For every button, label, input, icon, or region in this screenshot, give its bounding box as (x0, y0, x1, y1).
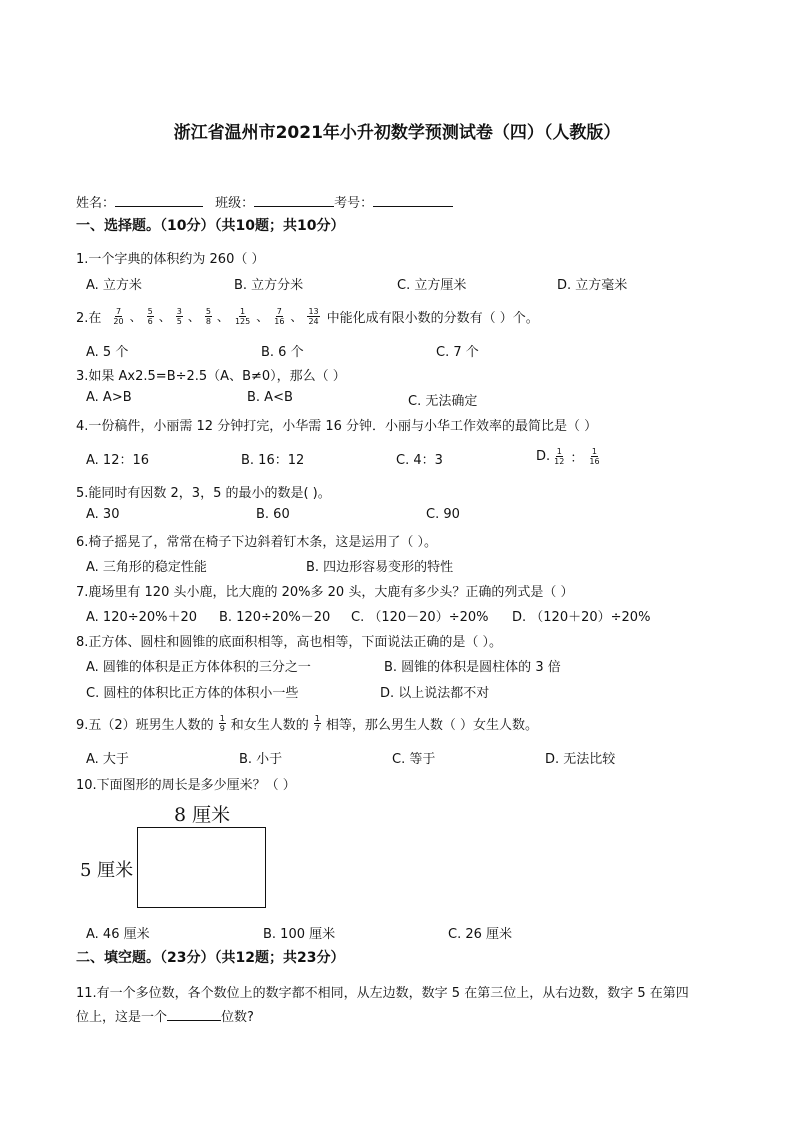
q2-prefix: 2.在 (76, 310, 102, 326)
class-label: 班级： (215, 196, 255, 211)
q9-text-2: 和女生人数的 (230, 717, 309, 733)
question-3: 3.如果 Ax2.5=B÷2.5（A、B≠0），那么（ ） (76, 369, 346, 384)
class-blank[interactable] (254, 193, 334, 207)
q7-option-b[interactable]: B. 120÷20%－20 (219, 610, 331, 625)
question-11-line-2 (76, 1006, 254, 1025)
q1-option-c[interactable]: C. 立方厘米 (397, 278, 467, 293)
q4-option-c[interactable]: C. 4：3 (396, 453, 443, 468)
q7-option-a[interactable]: A. 120÷20%＋20 (86, 610, 198, 625)
q2-fraction-1: $\frac{7}{20}$ (113, 306, 124, 326)
section2-heading: 二、填空题。（23分）（共12题；共23分） (76, 950, 345, 966)
q2-suffix: 中能化成有限小数的分数有（ ）个。 (326, 310, 539, 326)
q6-option-b[interactable]: B. 四边形容易变形的特性 (306, 560, 454, 575)
section1-heading: 一、选择题。（10分）（共10题；共10分） (76, 218, 345, 234)
q2-fraction-4: $\frac{5}{8}$ (205, 306, 211, 326)
q9-option-d[interactable]: D. 无法比较 (545, 752, 616, 767)
question-4: 4.一份稿件，小丽需 12 分钟打完，小华需 16 分钟．小丽与小华工作效率的最简比是（ ） (76, 419, 598, 434)
name-blank[interactable] (115, 193, 203, 207)
q2-fraction-6: $\frac{7}{16}$ (274, 306, 285, 326)
q1-option-b[interactable]: B. 立方分米 (234, 278, 304, 293)
q9-fraction-1: $\frac{1}{9}$ (219, 713, 225, 733)
q2-option-a[interactable]: A. 5 个 (86, 345, 129, 360)
q8-option-b[interactable]: B. 圆锥的体积是圆柱体的 3 倍 (384, 660, 561, 675)
q7-option-d[interactable]: D. （120＋20）÷20% (512, 610, 651, 625)
q2-option-c[interactable]: C. 7 个 (436, 345, 479, 360)
q2-fraction-3: $\frac{3}{5}$ (176, 306, 182, 326)
question-10: 10.下面图形的周长是多少厘米？（ ） (76, 778, 296, 793)
question-8: 8.正方体、圆柱和圆锥的底面积相等，高也相等，下面说法正确的是（ ）。 (76, 635, 503, 650)
q10-option-c[interactable]: C. 26 厘米 (448, 927, 513, 942)
q9-text-3: 相等，那么男生人数（ ）女生人数。 (325, 717, 539, 733)
q8-option-d[interactable]: D. 以上说法都不对 (380, 686, 490, 701)
q3-option-b[interactable]: B. A<B (247, 390, 293, 405)
q1-option-a[interactable]: A. 立方米 (86, 278, 142, 293)
q3-option-c[interactable]: C. 无法确定 (408, 394, 478, 409)
q4-option-d[interactable]: D. $\frac{1}{12}$ ： $\frac{1}{16}$ (536, 446, 600, 466)
q9-fraction-2: $\frac{1}{7}$ (314, 713, 320, 733)
student-info (76, 192, 453, 211)
q2-fraction-5: $\frac{1}{125}$ (234, 306, 251, 326)
q5-option-c[interactable]: C. 90 (426, 507, 460, 522)
q4-d-fraction-2: $\frac{1}{16}$ (589, 446, 600, 466)
q1-option-d[interactable]: D. 立方毫米 (557, 278, 628, 293)
q3-option-a[interactable]: A. A>B (86, 390, 132, 405)
question-9 (76, 709, 538, 737)
q8-option-a[interactable]: A. 圆锥的体积是正方体体积的三分之一 (86, 660, 311, 675)
question-11-line-1: 11.有一个多位数，各个数位上的数字都不相同，从左边数，数字 5 在第三位上，从右边数，数字 5 在第四 (76, 986, 689, 1001)
question-2: 2.在 $\frac{7}{20}$ 、 $\frac{5}{6}$ 、 $\frac{3}{5}$ 、 $\frac{5}{8}$ 、 $\frac{1}{125}$ 、 $\frac{7}{16}$ 、 $\frac{13}{24}$ 中能化成有限小数的分数有（ ）个。 (76, 306, 539, 326)
exam-no-blank[interactable] (373, 193, 453, 207)
q4-option-a[interactable]: A. 12：16 (86, 453, 150, 468)
q11-text: 位上，这是一个 (76, 1010, 168, 1025)
question-7: 7.鹿场里有 120 头小鹿，比大鹿的 20%多 20 头，大鹿有多少头？正确的列式是（ ） (76, 585, 574, 600)
q2-option-b[interactable]: B. 6 个 (261, 345, 304, 360)
question-1: 1.一个字典的体积约为 260（ ） (76, 252, 265, 267)
q7-option-c[interactable]: C. （120－20）÷20% (351, 610, 489, 625)
question-6: 6.椅子摇晃了，常常在椅子下边斜着钉木条，这是运用了（ ）。 (76, 535, 438, 550)
q11-suffix: 位数? (221, 1010, 254, 1025)
q2-fraction-7: $\frac{13}{24}$ (308, 306, 319, 326)
q4-d-fraction-1: $\frac{1}{12}$ (554, 446, 565, 466)
q2-fraction-2: $\frac{5}{6}$ (147, 306, 153, 326)
figure-left-label: 5 厘米 (80, 860, 134, 881)
rectangle-figure (137, 827, 266, 908)
exam-no-label: 考号： (334, 196, 374, 211)
q9-option-a[interactable]: A. 大于 (86, 752, 129, 767)
question-5: 5.能同时有因数 2，3，5 的最小的数是( )。 (76, 486, 331, 501)
q4-option-b[interactable]: B. 16：12 (241, 453, 305, 468)
page-title: 浙江省温州市2021年小升初数学预测试卷（四）（人教版） (173, 123, 621, 143)
q10-option-a[interactable]: A. 46 厘米 (86, 927, 150, 942)
q9-option-b[interactable]: B. 小于 (239, 752, 283, 767)
q10-option-b[interactable]: B. 100 厘米 (263, 927, 336, 942)
name-label: 姓名： (76, 196, 116, 211)
q9-text-1: 9.五（2）班男生人数的 (76, 717, 214, 733)
q11-answer-blank[interactable] (167, 1007, 221, 1021)
q6-option-a[interactable]: A. 三角形的稳定性能 (86, 560, 207, 575)
figure-top-label: 8 厘米 (174, 804, 231, 826)
q9-option-c[interactable]: C. 等于 (392, 752, 436, 767)
q5-option-b[interactable]: B. 60 (256, 507, 290, 522)
q5-option-a[interactable]: A. 30 (86, 507, 120, 522)
q8-option-c[interactable]: C. 圆柱的体积比正方体的体积小一些 (86, 686, 299, 701)
